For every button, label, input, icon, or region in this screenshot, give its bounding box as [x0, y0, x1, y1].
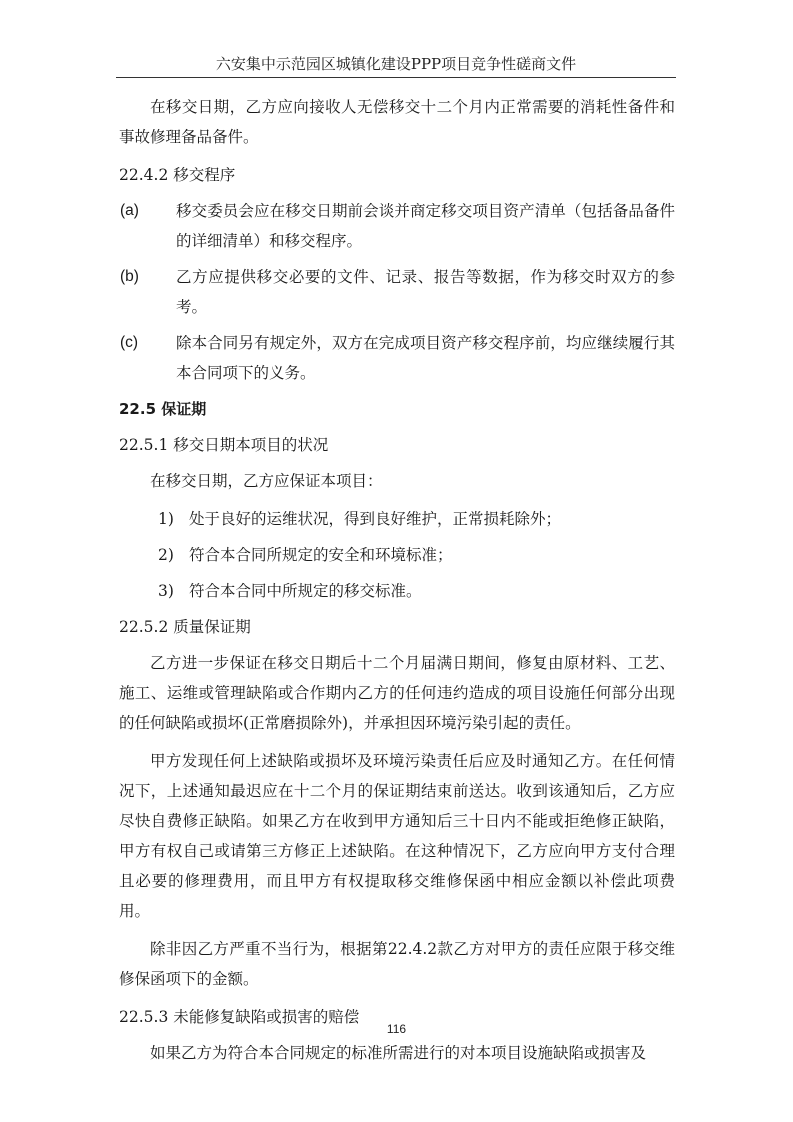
list-item-text: 符合本合同中所规定的移交标准。: [189, 582, 422, 600]
paragraph: 甲方发现任何上述缺陷或损坏及环境污染责任后应及时通知乙方。在任何情况下，上述通知最迟应在十二个月的保证期结束前送达。收到该通知后，乙方应尽快自费修正缺陷。如果乙方在收到甲方通知后三十日内不能或拒绝修正缺陷，甲方有权自己或请第三方修正上述缺陷。在这种情况下，乙方应向甲方支付合理且必要的修理费用，而且甲方有权提取移交维修保函中相应金额以补偿此项费用。: [119, 752, 675, 920]
subsection-heading: 22.5.1 移交日期本项目的状况: [119, 436, 329, 454]
section-heading: 22.5 保证期: [119, 400, 207, 418]
paragraph: 乙方进一步保证在移交日期后十二个月届满日期间，修复由原材料、工艺、施工、运维或管理缺陷或合作期内乙方的任何违约造成的项目设施任何部分出现的任何缺陷或损坏(正常磨损除外)，并承担因环境污染引起的责任。: [119, 654, 675, 732]
numbered-list-item: [119, 540, 675, 570]
list-item-text: 乙方应提供移交必要的文件、记录、报告等数据，作为移交时双方的参考。: [176, 268, 675, 316]
list-item-text: 除本合同另有规定外，双方在完成项目资产移交程序前，均应继续履行其本合同项下的义务。: [176, 334, 675, 382]
lettered-list-item: [119, 196, 675, 256]
paragraph: 除非因乙方严重不当行为，根据第22.4.2款乙方对甲方的责任应限于移交维修保函项下的金额。: [119, 940, 675, 988]
subsection-heading: 22.5.3 未能修复缺陷或损害的赔偿: [119, 1008, 360, 1026]
list-item-text: 处于良好的运维状况，得到良好维护，正常损耗除外；: [189, 510, 562, 528]
numbered-list-item: [119, 504, 675, 534]
list-marker: 2): [158, 546, 174, 564]
list-item-text: 移交委员会应在移交日期前会谈并商定移交项目资产清单（包括备品备件的详细清单）和移交程序。: [176, 202, 675, 250]
header-rule: [116, 77, 676, 78]
running-header: 六安集中示范园区城镇化建设PPP项目竞争性磋商文件: [215, 55, 577, 73]
page-number: 116: [386, 1022, 407, 1036]
subsection-heading: 22.4.2 移交程序: [119, 166, 236, 184]
numbered-list-item: [119, 576, 675, 606]
lettered-list-item: [119, 262, 675, 322]
list-marker: 1): [158, 510, 174, 528]
list-marker: 3): [158, 582, 174, 600]
lettered-list-item: [119, 328, 675, 388]
paragraph: 在移交日期，乙方应向接收人无偿移交十二个月内正常需要的消耗性备件和事故修理备品备件。: [119, 98, 675, 146]
paragraph: 如果乙方为符合本合同规定的标准所需进行的对本项目设施缺陷或损害及: [150, 1044, 647, 1062]
list-marker: (b): [120, 268, 139, 285]
document-body: [119, 92, 675, 1076]
list-marker: (c): [120, 334, 139, 351]
subsection-heading: 22.5.2 质量保证期: [119, 618, 251, 636]
list-item-text: 符合本合同所规定的安全和环境标准；: [189, 546, 453, 564]
paragraph: 在移交日期，乙方应保证本项目：: [150, 472, 383, 490]
list-marker: (a): [120, 202, 139, 219]
